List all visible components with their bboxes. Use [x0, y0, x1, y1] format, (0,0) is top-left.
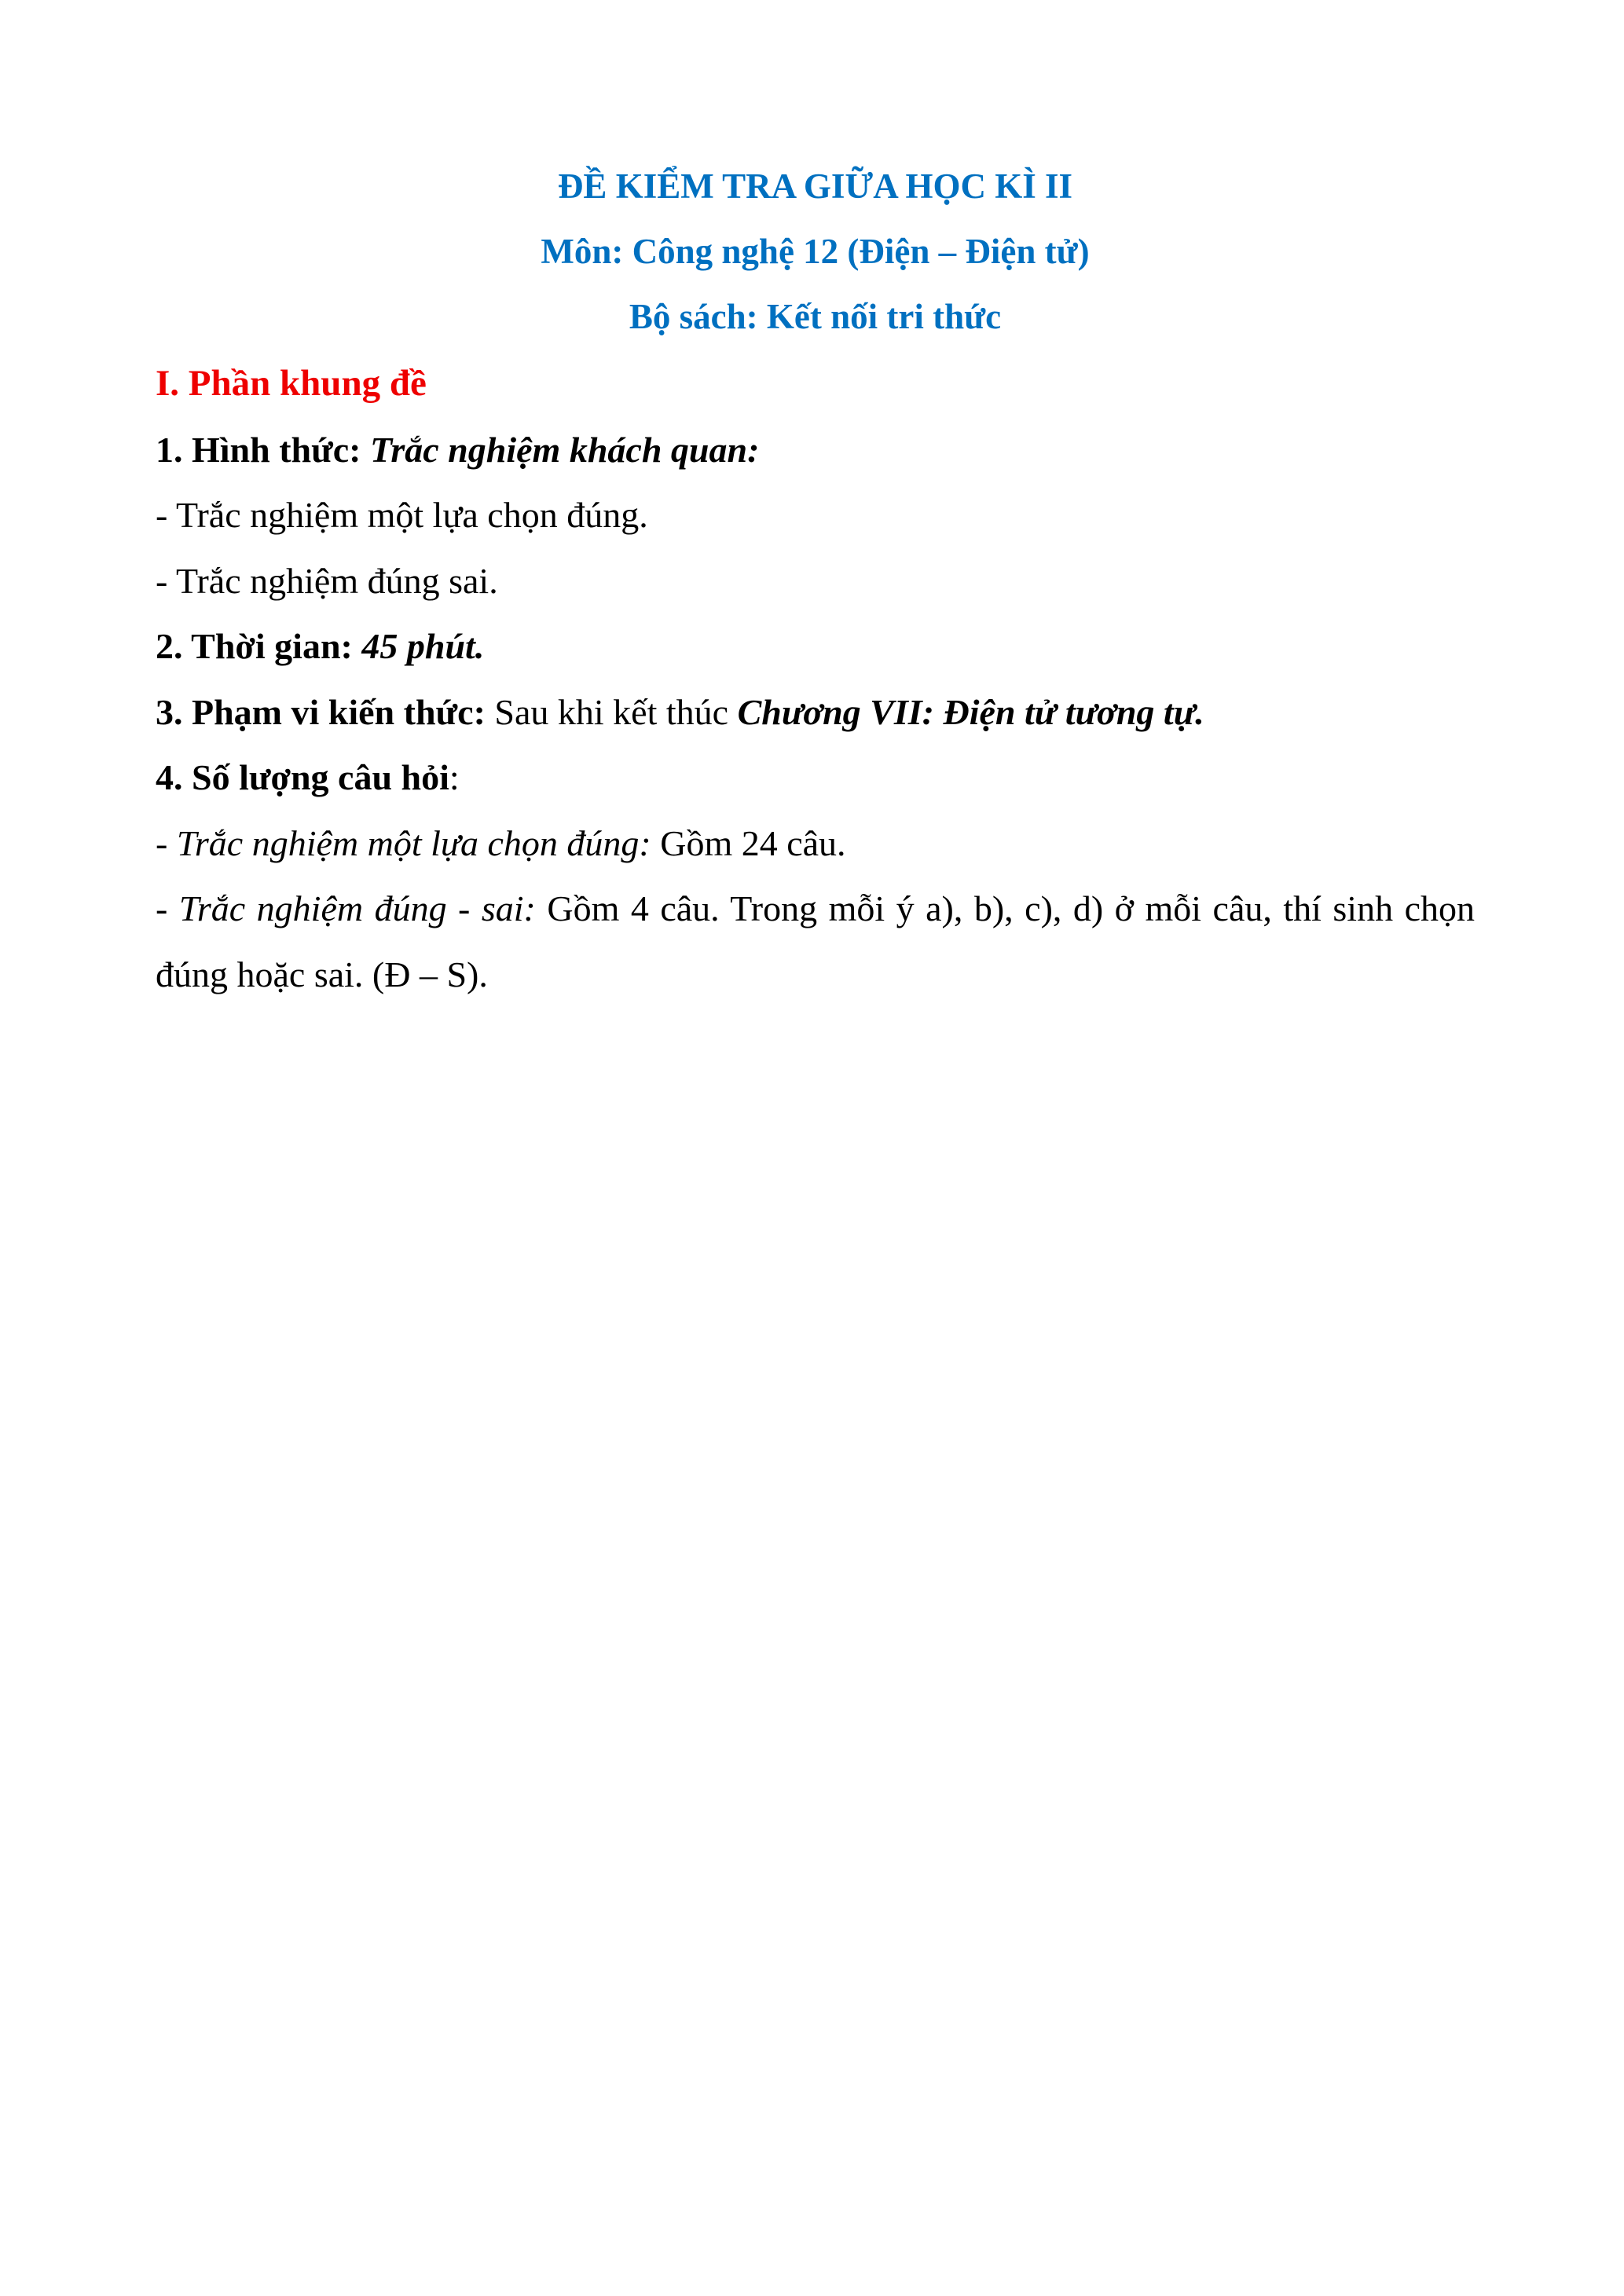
item-format-label: 1. Hình thức: [156, 429, 370, 470]
item-scope [156, 679, 1475, 745]
item-time [156, 613, 1475, 679]
item-question-count-colon: : [449, 757, 460, 797]
item-time-value: 45 phút. [361, 626, 485, 666]
item-format [156, 417, 1475, 483]
item-format-value: Trắc nghiệm khách quan: [369, 429, 760, 470]
bullet-dash: - [156, 888, 179, 928]
exam-subject: Môn: Công nghệ 12 (Điện – Điện tử) [541, 232, 1090, 271]
exam-header [156, 154, 1475, 350]
item-question-count [156, 745, 1475, 811]
format-bullet-single-choice: - Trắc nghiệm một lựa chọn đúng. [156, 495, 648, 535]
item-scope-label: 3. Phạm vi kiến thức: [156, 691, 495, 732]
item-scope-value: Chương VII: Điện tử tương tự. [737, 691, 1204, 732]
single-choice-count: Gồm 24 câu. [651, 822, 846, 863]
exam-book: Bộ sách: Kết nối tri thức [629, 297, 1002, 336]
format-bullet-true-false: - Trắc nghiệm đúng sai. [156, 560, 498, 601]
true-false-type: Trắc nghiệm đúng - sai: [178, 888, 536, 928]
question-count-true-false [156, 876, 1475, 1007]
bullet-dash: - [156, 822, 177, 863]
item-time-label: 2. Thời gian: [156, 626, 362, 666]
item-question-count-label: 4. Số lượng câu hỏi [156, 757, 449, 797]
section-heading: I. Phần khung đề [156, 363, 427, 404]
item-scope-text: Sau khi kết thúc [494, 691, 738, 732]
exam-title: ĐỀ KIỂM TRA GIỮA HỌC KÌ II [557, 167, 1073, 206]
single-choice-type: Trắc nghiệm một lựa chọn đúng: [176, 822, 651, 863]
question-count-single-choice [156, 811, 1475, 877]
true-false-count: Gồm 4 câu. Trong mỗi ý a), b), c), d) ở mỗi câu, thí sinh chọn đúng hoặc sai. (Đ – S). [156, 888, 1475, 994]
